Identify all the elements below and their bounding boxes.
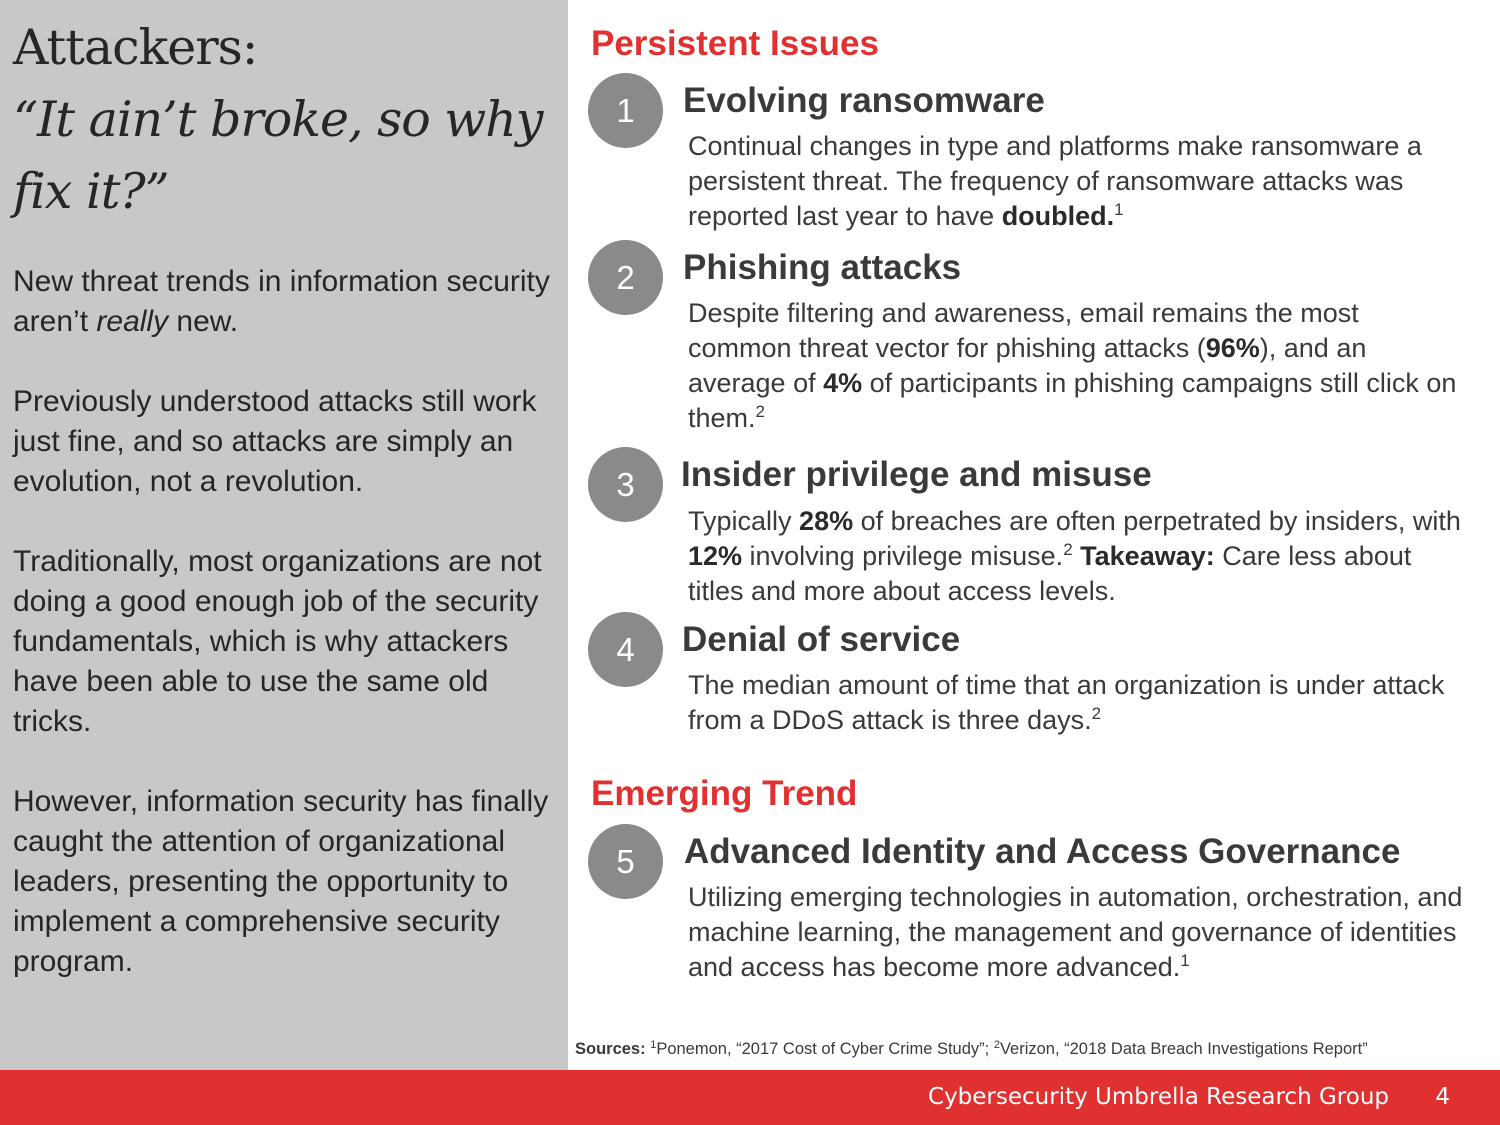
- desc-text: ), and an average of: [688, 333, 1367, 398]
- issue-title: Insider privilege and misuse: [681, 455, 1152, 494]
- paragraph-1: [13, 262, 563, 342]
- footnote-ref: 2: [1063, 540, 1073, 559]
- issue-title: Evolving ransomware: [683, 81, 1045, 120]
- paragraph-2: Previously understood attacks still work just fine, and so attacks are simply an evolution, not a revolution.: [13, 385, 537, 498]
- footnote-marker: 1: [650, 1039, 657, 1051]
- desc-emphasis: 12%: [688, 541, 743, 571]
- desc-text: Despite filtering and awareness, email remains the most common threat vector for phishing attacks (: [688, 298, 1359, 363]
- issue-description: [688, 129, 1468, 234]
- desc-text: Care less about titles and more about access levels.: [688, 541, 1412, 606]
- desc-text: involving privilege misuse.: [742, 541, 1064, 571]
- title-line: Attackers:: [13, 19, 258, 76]
- issue-description: [688, 880, 1468, 985]
- title-quote: “It ain’t broke, so why fix it?”: [13, 91, 543, 220]
- paragraph-1-emphasis: really: [96, 305, 169, 338]
- paragraph-1-text-a: New threat trends in information security aren’t: [13, 265, 550, 338]
- issue-title: Phishing attacks: [683, 248, 962, 287]
- desc-text: of participants in phishing campaigns still click on them.: [688, 368, 1457, 433]
- emerging-trend-heading: Emerging Trend: [591, 774, 858, 813]
- desc-emphasis: Takeaway:: [1072, 541, 1215, 571]
- footnote-ref: 1: [1114, 200, 1124, 219]
- issue-title: Advanced Identity and Access Governance: [684, 832, 1401, 871]
- sources-note: [575, 1040, 1495, 1059]
- desc-emphasis: doubled.: [1001, 201, 1115, 231]
- desc-emphasis: 4%: [823, 368, 863, 398]
- footnote-marker: 2: [993, 1039, 1000, 1051]
- page-number: 4: [1435, 1084, 1450, 1110]
- sources-label: Sources:: [575, 1040, 646, 1058]
- slide-title: [13, 12, 563, 228]
- number-badge: 3: [588, 447, 663, 522]
- footnote-ref: 2: [1091, 704, 1102, 723]
- footnote-ref: 2: [755, 402, 765, 421]
- paragraph-1-text-b: new.: [168, 305, 239, 338]
- issue-description: [688, 296, 1468, 436]
- persistent-issues-heading: Persistent Issues: [591, 24, 879, 63]
- left-body-text: [13, 262, 563, 1022]
- paragraph-3: Traditionally, most organizations are not doing a good enough job of the security fundamentals, which is why attackers have been able to use the same old tricks.: [13, 545, 542, 738]
- desc-text: The median amount of time that an organization is under attack from a DDoS attack is three days.: [688, 670, 1445, 735]
- desc-emphasis: 28%: [799, 506, 854, 536]
- desc-text: Continual changes in type and platforms make ransomware a persistent threat. The frequency of ransomware attacks was reported last year to have: [688, 131, 1422, 231]
- footer-bar: [0, 1070, 1500, 1125]
- desc-text: Typically: [688, 506, 800, 536]
- number-badge: 2: [588, 240, 663, 315]
- footnote-ref: 1: [1180, 951, 1190, 970]
- number-badge: 5: [588, 824, 663, 899]
- desc-emphasis: 96%: [1205, 333, 1260, 363]
- left-panel: [0, 0, 568, 1070]
- footer-organization: Cybersecurity Umbrella Research Group: [928, 1084, 1389, 1110]
- desc-text: of breaches are often perpetrated by insiders, with: [853, 506, 1461, 536]
- source-2: Verizon, “2018 Data Breach Investigations Report”: [999, 1040, 1368, 1058]
- issue-title: Denial of service: [682, 620, 961, 659]
- issue-description: [688, 504, 1468, 609]
- desc-text: Utilizing emerging technologies in automation, orchestration, and machine learning, the management and governance of identities and access has become more advanced.: [688, 882, 1463, 982]
- number-badge: 1: [588, 73, 663, 148]
- source-1: Ponemon, “2017 Cost of Cyber Crime Study”;: [656, 1040, 994, 1058]
- number-badge: 4: [588, 612, 663, 687]
- paragraph-4: However, information security has finally caught the attention of organizational leaders, presenting the opportunity to implement a comprehensive security program.: [13, 785, 549, 978]
- issue-description: [688, 668, 1468, 738]
